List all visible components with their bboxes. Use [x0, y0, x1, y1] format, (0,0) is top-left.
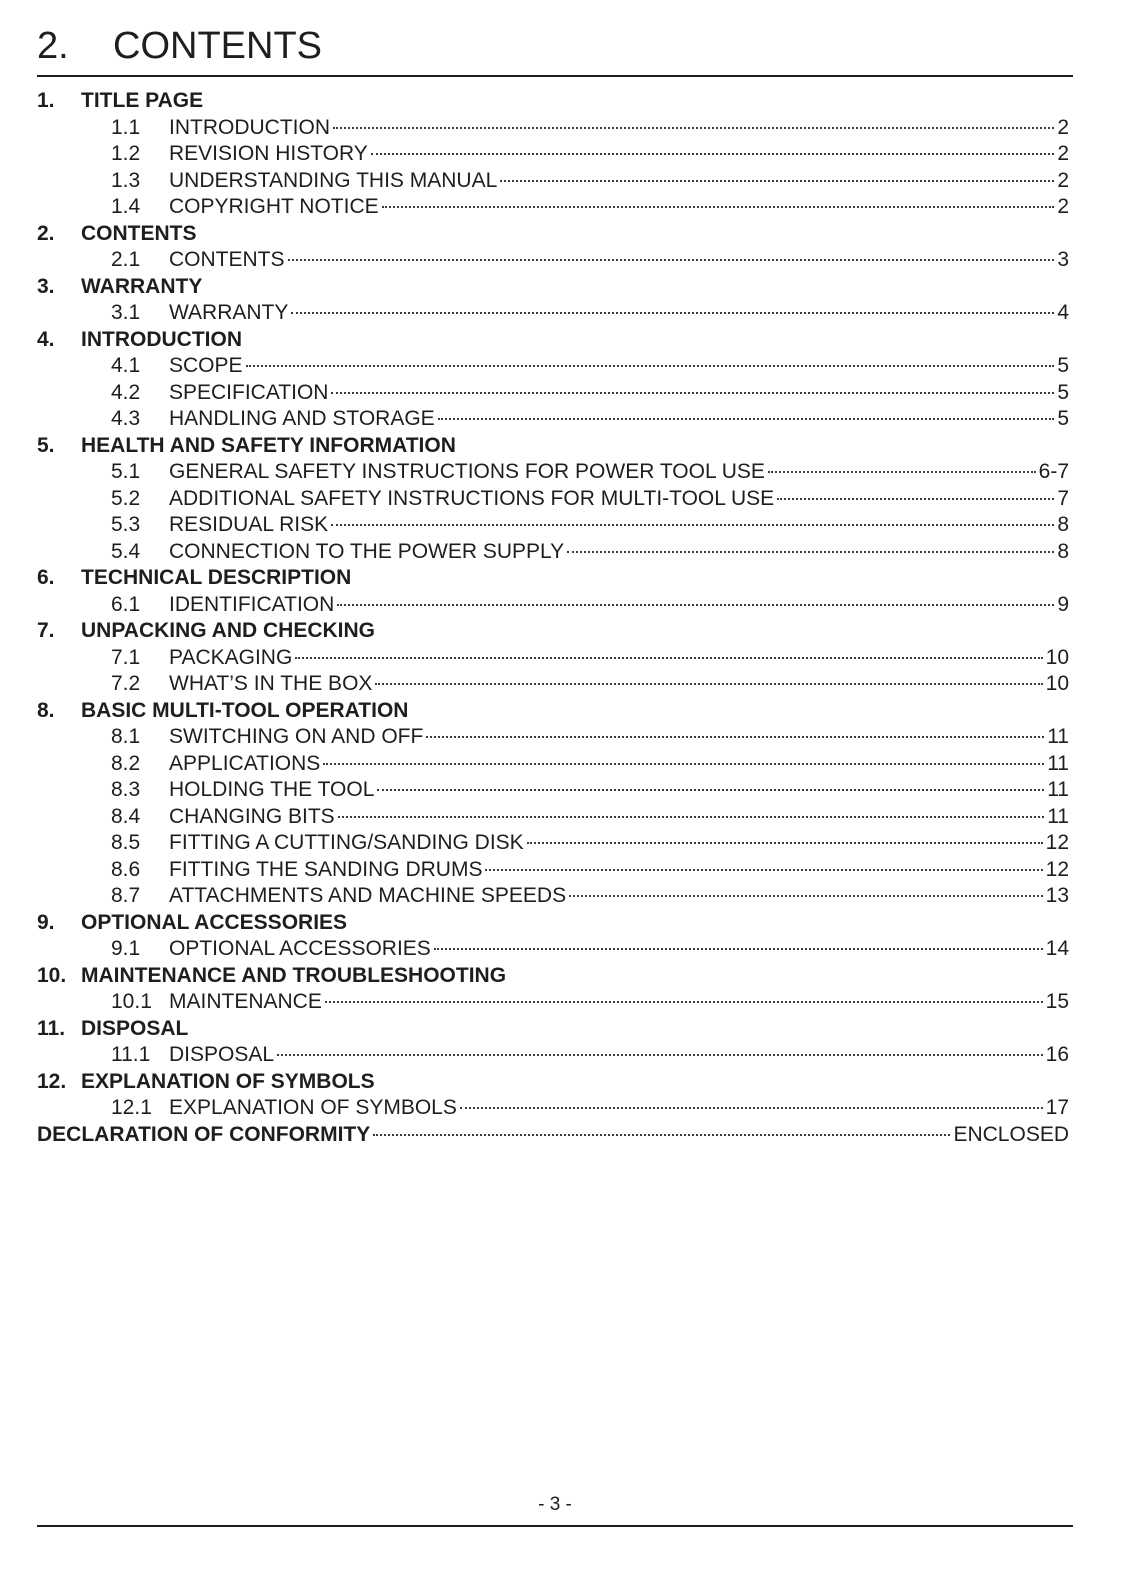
dot-leader: [768, 471, 1036, 473]
dot-leader: [527, 842, 1043, 844]
toc-entry-page: 10: [1045, 645, 1069, 669]
toc-entry-number: 5.4: [111, 539, 141, 563]
toc-entry-label: MAINTENANCE: [169, 990, 322, 1013]
toc-entry-number: 2.1: [111, 248, 141, 271]
toc-entry-number: 8.1: [111, 725, 141, 748]
toc-entry-number: 3.1: [111, 301, 141, 324]
toc-section-title: UNPACKING AND CHECKING: [81, 619, 375, 642]
toc-entry-label: WARRANTY: [169, 301, 289, 324]
toc-entry-page: 7: [1057, 486, 1069, 510]
toc-entry-number: 12.1: [111, 1096, 152, 1119]
toc-entry-label: DISPOSAL: [169, 1043, 275, 1066]
toc-section-heading[interactable]: [37, 565, 1069, 592]
toc-section-heading[interactable]: [37, 698, 1069, 725]
toc-entry-page: 9: [1057, 592, 1069, 616]
toc-section-number: 4.: [37, 327, 55, 351]
toc-section-title: WARRANTY: [81, 274, 203, 298]
toc-section-heading[interactable]: [37, 1069, 1069, 1096]
toc-section-heading[interactable]: [37, 910, 1069, 937]
toc-section-heading[interactable]: [37, 274, 1069, 301]
toc-section-heading[interactable]: [37, 327, 1069, 354]
toc-entry-number: 5.1: [111, 460, 141, 483]
toc-entry-label: APPLICATIONS: [169, 751, 321, 775]
toc-entry-page: 2: [1057, 168, 1069, 192]
toc-entry-page: 15: [1045, 990, 1069, 1013]
footer-rule: [37, 1525, 1073, 1527]
toc-entry-number: 4.1: [111, 354, 141, 377]
dot-leader: [569, 895, 1043, 897]
dot-leader: [485, 869, 1042, 871]
toc-entry-label: SPECIFICATION: [169, 380, 329, 404]
dot-leader: [438, 418, 1055, 420]
toc-section-heading[interactable]: [37, 618, 1069, 645]
dot-leader: [500, 180, 1054, 182]
toc-section-title: TECHNICAL DESCRIPTION: [81, 566, 352, 589]
dot-leader: [375, 683, 1042, 685]
toc-entry-label: ATTACHMENTS AND MACHINE SPEEDS: [169, 884, 567, 907]
toc-entry[interactable]: [37, 671, 1069, 698]
toc-entry-number: 1.2: [111, 142, 141, 165]
toc-section-number: 11.: [37, 1016, 66, 1040]
dot-leader: [323, 763, 1044, 765]
toc-section-number: 2.: [37, 221, 55, 245]
toc-entry[interactable]: [37, 486, 1069, 513]
toc-entry-number: 8.6: [111, 857, 141, 881]
toc-entry-label: HOLDING THE TOOL: [169, 778, 375, 801]
toc-entry[interactable]: [37, 380, 1069, 407]
footer-page-number: - 3 -: [538, 1494, 572, 1515]
toc-entry[interactable]: [37, 989, 1069, 1016]
toc-entry-number: 8.4: [111, 804, 141, 828]
toc-entry[interactable]: [37, 459, 1069, 486]
toc-entry-number: 4.3: [111, 407, 141, 430]
toc-entry[interactable]: [37, 777, 1069, 804]
table-of-contents: [37, 88, 1069, 1148]
declaration-page: ENCLOSED: [953, 1122, 1069, 1146]
toc-section-number: 9.: [37, 910, 55, 934]
toc-entry-page: 10: [1045, 672, 1069, 695]
toc-section-title: OPTIONAL ACCESSORIES: [81, 910, 348, 934]
toc-section-heading[interactable]: [37, 221, 1069, 248]
toc-entry-page: 8: [1057, 513, 1069, 536]
toc-entry[interactable]: [37, 353, 1069, 380]
toc-entry-number: 7.2: [111, 672, 141, 695]
toc-entry-number: 8.2: [111, 751, 141, 775]
toc-entry-page: 2: [1057, 115, 1069, 139]
toc-entry[interactable]: [37, 512, 1069, 539]
toc-entry-label: HANDLING AND STORAGE: [169, 407, 435, 430]
page-title: [37, 22, 322, 70]
toc-section-heading[interactable]: [37, 963, 1069, 990]
toc-entry[interactable]: [37, 645, 1069, 672]
dot-leader: [460, 1107, 1043, 1109]
toc-section-title: INTRODUCTION: [81, 327, 242, 351]
toc-entry-page: 11: [1047, 804, 1069, 828]
dot-leader: [377, 789, 1044, 791]
toc-entry-label: ADDITIONAL SAFETY INSTRUCTIONS FOR MULTI-TOOL USE: [169, 486, 775, 510]
dot-leader: [331, 524, 1054, 526]
toc-entry-page: 11: [1047, 778, 1069, 801]
page-title-text: CONTENTS: [113, 25, 322, 67]
dot-leader: [777, 498, 1054, 500]
toc-entry-page: 3: [1057, 248, 1069, 271]
toc-entry[interactable]: [37, 115, 1069, 142]
toc-section-title: HEALTH AND SAFETY INFORMATION: [81, 433, 456, 457]
toc-entry-number: 1.3: [111, 168, 141, 192]
toc-entry-number: 6.1: [111, 592, 141, 616]
toc-entry[interactable]: [37, 724, 1069, 751]
page-title-number: 2.: [37, 25, 69, 67]
toc-section-title: EXPLANATION OF SYMBOLS: [81, 1069, 375, 1093]
toc-entry-number: 8.3: [111, 778, 141, 801]
toc-entry-number: 1.4: [111, 195, 141, 218]
dot-leader: [246, 365, 1055, 367]
dot-leader: [434, 948, 1043, 950]
toc-entry-label: REVISION HISTORY: [169, 142, 368, 165]
toc-entry-label: EXPLANATION OF SYMBOLS: [169, 1096, 457, 1119]
toc-section-heading[interactable]: [37, 433, 1069, 460]
toc-entry-number: 1.1: [111, 115, 141, 139]
toc-entry-page: 5: [1057, 407, 1069, 430]
toc-entry[interactable]: [37, 300, 1069, 327]
toc-entry-label: SWITCHING ON AND OFF: [169, 725, 424, 748]
toc-entry-label: CONNECTION TO THE POWER SUPPLY: [169, 539, 565, 563]
toc-entry-label: COPYRIGHT NOTICE: [169, 195, 379, 218]
toc-entry[interactable]: [37, 141, 1069, 168]
dot-leader: [382, 206, 1055, 208]
toc-section-title: BASIC MULTI-TOOL OPERATION: [81, 698, 409, 722]
toc-entry[interactable]: [37, 1042, 1069, 1069]
toc-section-title: MAINTENANCE AND TROUBLESHOOTING: [81, 963, 507, 987]
toc-entry-label: INTRODUCTION: [169, 115, 330, 139]
toc-entry[interactable]: [37, 857, 1069, 884]
toc-section-title: DISPOSAL: [81, 1016, 189, 1040]
toc-entry-page: 2: [1057, 142, 1069, 165]
toc-entry[interactable]: [37, 751, 1069, 778]
toc-section-number: 6.: [37, 566, 55, 589]
toc-entry-label: GENERAL SAFETY INSTRUCTIONS FOR POWER TOOL USE: [169, 460, 765, 483]
toc-declaration-entry[interactable]: [37, 1122, 1069, 1149]
header-rule: [37, 75, 1073, 77]
toc-section-number: 5.: [37, 433, 55, 457]
toc-entry[interactable]: [37, 247, 1069, 274]
toc-section-number: 8.: [37, 698, 55, 722]
toc-entry[interactable]: [37, 168, 1069, 195]
toc-entry-label: PACKAGING: [169, 645, 293, 669]
toc-entry-label: OPTIONAL ACCESSORIES: [169, 937, 431, 960]
toc-entry-label: IDENTIFICATION: [169, 592, 335, 616]
toc-entry[interactable]: [37, 1095, 1069, 1122]
dot-leader: [337, 604, 1054, 606]
toc-entry-page: 11: [1047, 725, 1069, 748]
toc-entry-page: 4: [1057, 301, 1069, 324]
toc-entry[interactable]: [37, 194, 1069, 221]
toc-entry-number: 8.5: [111, 831, 141, 854]
dot-leader: [295, 657, 1042, 659]
toc-entry-page: 17: [1045, 1096, 1069, 1119]
toc-entry-label: RESIDUAL RISK: [169, 513, 329, 536]
toc-entry-number: 5.3: [111, 513, 141, 536]
dot-leader: [567, 551, 1054, 553]
toc-entry-label: FITTING THE SANDING DRUMS: [169, 857, 483, 881]
dot-leader: [338, 816, 1045, 818]
toc-entry-label: CONTENTS: [169, 248, 285, 271]
toc-entry-page: 11: [1047, 751, 1069, 775]
toc-section-number: 7.: [37, 619, 55, 642]
toc-entry-number: 7.1: [111, 645, 141, 669]
toc-section-number: 10.: [37, 963, 67, 987]
toc-entry-page: 13: [1045, 884, 1069, 907]
toc-entry[interactable]: [37, 936, 1069, 963]
toc-entry-page: 16: [1045, 1043, 1069, 1066]
toc-entry[interactable]: [37, 406, 1069, 433]
toc-entry[interactable]: [37, 539, 1069, 566]
toc-entry-number: 9.1: [111, 937, 141, 960]
toc-entry-number: 5.2: [111, 486, 141, 510]
toc-entry-label: CHANGING BITS: [169, 804, 335, 828]
declaration-label: DECLARATION OF CONFORMITY: [37, 1122, 371, 1146]
toc-section-number: 12.: [37, 1069, 67, 1093]
toc-entry-page: 2: [1057, 195, 1069, 218]
toc-section-title: TITLE PAGE: [81, 89, 204, 112]
toc-entry-page: 5: [1057, 354, 1069, 377]
toc-entry-page: 12: [1045, 831, 1069, 854]
dot-leader: [288, 259, 1055, 261]
toc-entry-number: 8.7: [111, 884, 141, 907]
toc-entry-page: 8: [1057, 539, 1069, 563]
toc-entry[interactable]: [37, 804, 1069, 831]
toc-entry[interactable]: [37, 883, 1069, 910]
toc-entry-label: WHAT’S IN THE BOX: [169, 672, 373, 695]
toc-entry-number: 11.1: [111, 1043, 151, 1066]
dot-leader: [331, 392, 1054, 394]
dot-leader: [426, 736, 1044, 738]
dot-leader: [291, 312, 1054, 314]
toc-entry-label: FITTING A CUTTING/SANDING DISK: [169, 831, 524, 854]
dot-leader: [373, 1134, 950, 1136]
toc-entry-label: UNDERSTANDING THIS MANUAL: [169, 168, 498, 192]
toc-section-number: 3.: [37, 274, 55, 298]
toc-entry-label: SCOPE: [169, 354, 243, 377]
toc-section-title: CONTENTS: [81, 221, 197, 245]
toc-entry-page: 5: [1057, 380, 1069, 404]
toc-entry-number: 4.2: [111, 380, 141, 404]
toc-entry-number: 10.1: [111, 990, 152, 1013]
toc-section-heading[interactable]: [37, 1016, 1069, 1043]
toc-entry[interactable]: [37, 830, 1069, 857]
toc-section-heading[interactable]: [37, 88, 1069, 115]
dot-leader: [277, 1054, 1043, 1056]
toc-entry[interactable]: [37, 592, 1069, 619]
dot-leader: [325, 1001, 1043, 1003]
toc-section-number: 1.: [37, 89, 55, 112]
toc-entry-page: 12: [1045, 857, 1069, 881]
toc-entry-page: 14: [1045, 937, 1069, 960]
toc-entry-page: 6-7: [1038, 460, 1069, 483]
dot-leader: [371, 153, 1055, 155]
dot-leader: [333, 127, 1054, 129]
